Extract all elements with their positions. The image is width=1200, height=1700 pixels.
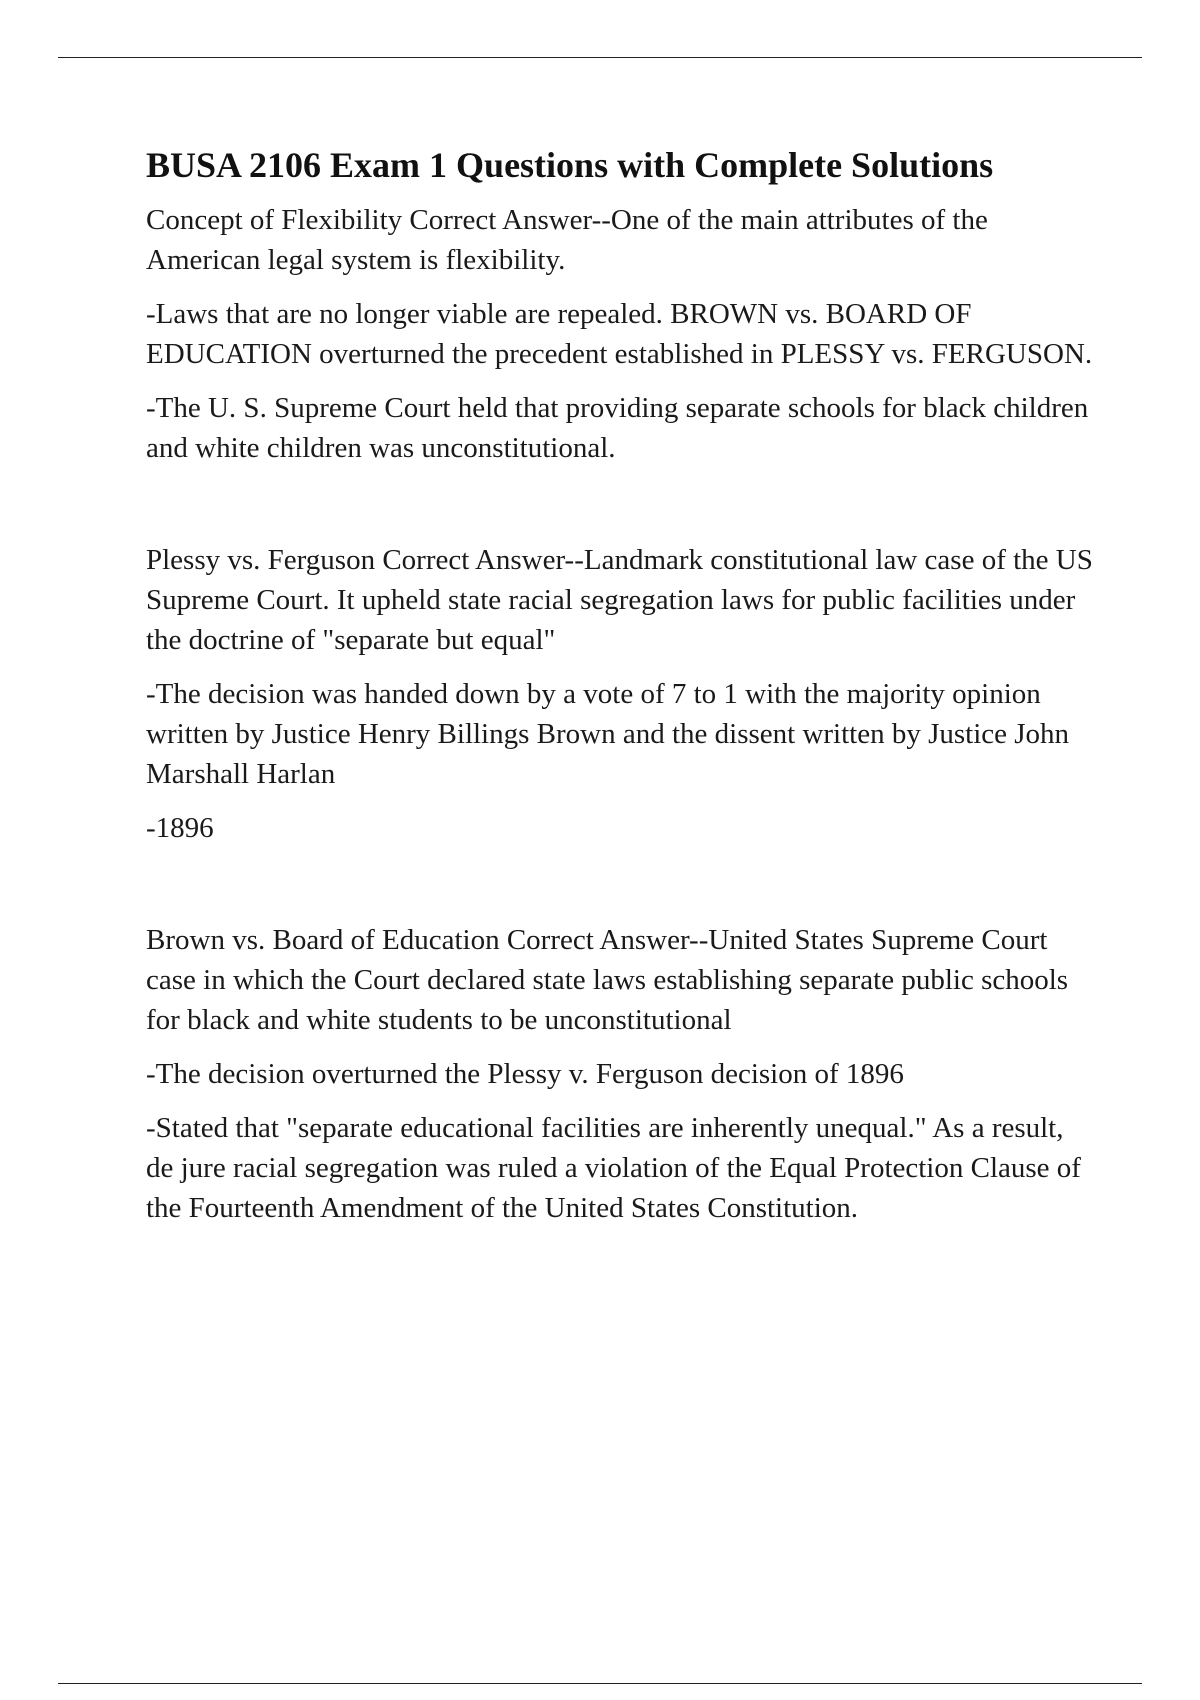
qa-entry-plessy	[146, 540, 1096, 848]
answer-paragraph: -The decision overturned the Plessy v. Ferguson decision of 1896	[146, 1058, 904, 1090]
qa-entry-brown	[146, 920, 1096, 1228]
qa-entry-flexibility	[146, 200, 1096, 468]
document-title: BUSA 2106 Exam 1 Questions with Complete Solutions	[146, 145, 994, 185]
answer-paragraph: Brown vs. Board of Education Correct Answer--United States Supreme Court case in which the Court declared state laws establishing separate public schools for black and white students to be unconstitutional	[146, 924, 1069, 1036]
entry-spacer	[146, 482, 1096, 540]
answer-paragraph: -The decision was handed down by a vote of 7 to 1 with the majority opinion written by Justice Henry Billings Brown and the dissent written by Justice John Marshall Harlan	[146, 678, 1070, 790]
page-top-rule	[58, 57, 1142, 58]
answer-paragraph: -Stated that "separate educational facilities are inherently unequal." As a result, de jure racial segregation was ruled a violation of the Equal Protection Clause of the Fourteenth Amendment of the United States Constitution.	[146, 1112, 1081, 1224]
entry-spacer	[146, 862, 1096, 920]
document-body	[146, 140, 1096, 1242]
answer-paragraph: Plessy vs. Ferguson Correct Answer--Landmark constitutional law case of the US Supreme Court. It upheld state racial segregation laws for public facilities under the doctrine of "separate but equal"	[146, 544, 1093, 656]
answer-paragraph: -Laws that are no longer viable are repealed. BROWN vs. BOARD OF EDUCATION overturned the precedent established in PLESSY vs. FERGUSON.	[146, 298, 1093, 370]
answer-paragraph: -1896	[146, 812, 214, 844]
answer-paragraph: -The U. S. Supreme Court held that providing separate schools for black children and white children was unconstitutional.	[146, 392, 1089, 464]
answer-paragraph: Concept of Flexibility Correct Answer--One of the main attributes of the American legal system is flexibility.	[146, 204, 988, 276]
page-bottom-rule	[58, 1683, 1142, 1684]
